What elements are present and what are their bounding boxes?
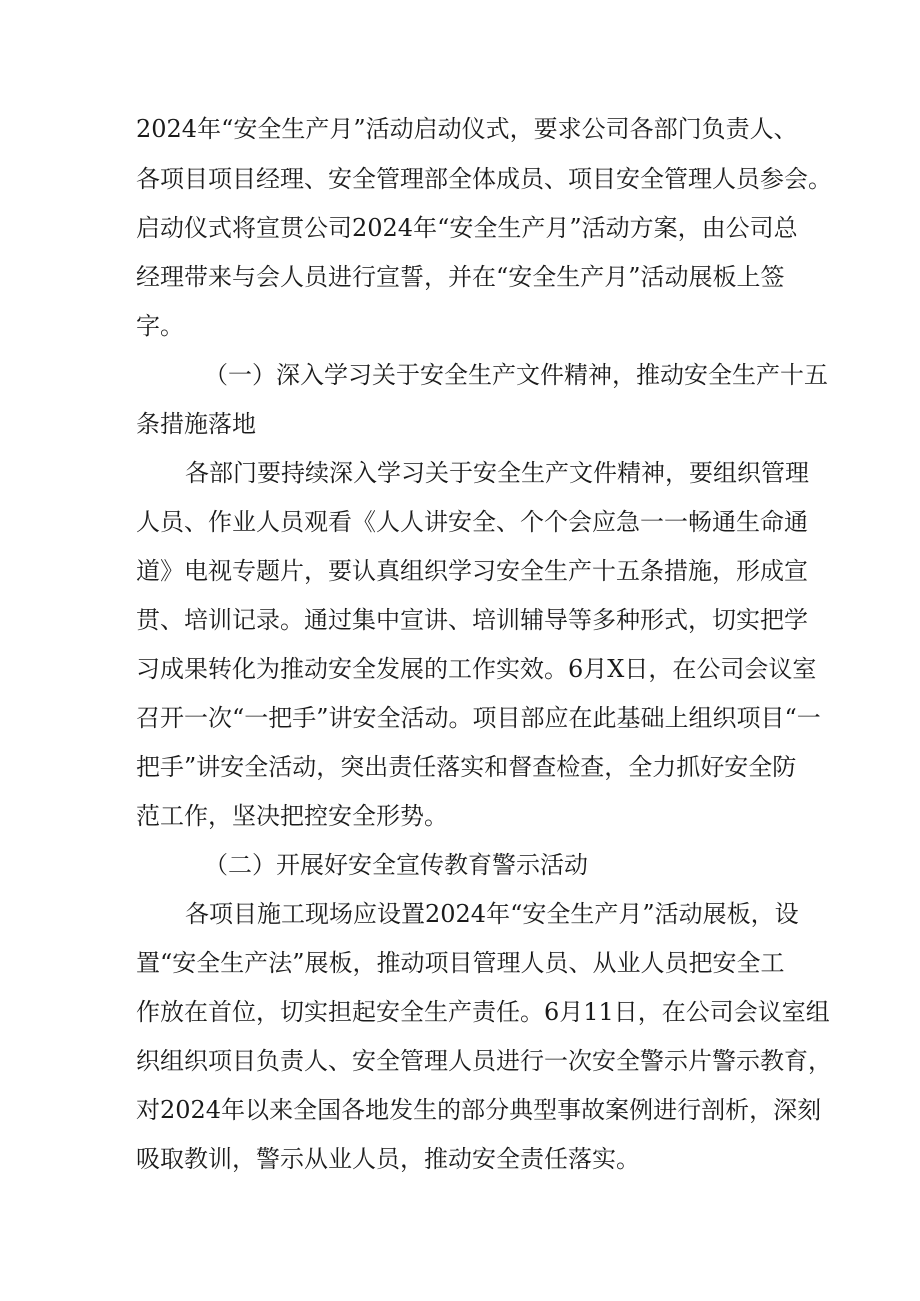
paragraph-1-line-2: 各项目项目经理、安全管理部全体成员、项目安全管理人员参会。 [136, 165, 832, 193]
paragraph-3-line-2: 置“安全生产法”展板，推动项目管理人员、从业人员把安全工 [136, 949, 785, 977]
paragraph-2-line-6: 召开一次“一把手”讲安全活动。项目部应在此基础上组织项目“一 [136, 704, 821, 732]
paragraph-2-line-3: 道》电视专题片，要认真组织学习安全生产十五条措施，形成宣 [136, 557, 808, 585]
paragraph-2-line-1: 各部门要持续深入学习关于安全生产文件精神，要组织管理 [185, 459, 809, 487]
paragraph-2-line-8: 范工作，坚决把控安全形势。 [136, 802, 448, 830]
paragraph-1-line-5: 字。 [136, 312, 184, 340]
paragraph-3-line-3: 作放在首位，切实担起安全生产责任。6月11日，在公司会议室组 [136, 998, 830, 1026]
paragraph-2-line-2: 人员、作业人员观看《人人讲安全、个个会应急一一畅通生命通 [136, 508, 808, 536]
paragraph-3-line-5: 对2024年以来全国各地发生的部分典型事故案例进行剖析，深刻 [136, 1096, 822, 1124]
paragraph-2-line-7: 把手”讲安全活动，突出责任落实和督查检查，全力抓好安全防 [136, 753, 797, 781]
paragraph-1-line-4: 经理带来与会人员进行宣誓，并在“安全生产月”活动展板上签 [136, 263, 785, 291]
paragraph-1-line-1: 2024年“安全生产月”活动启动仪式，要求公司各部门负责人、 [136, 115, 798, 143]
paragraph-2-line-4: 贯、培训记录。通过集中宣讲、培训辅导等多种形式，切实把学 [136, 606, 808, 634]
section-heading-1-line-2: 条措施落地 [136, 410, 256, 438]
paragraph-2-line-5: 习成果转化为推动安全发展的工作实效。6月X日，在公司会议室 [136, 655, 817, 683]
paragraph-3-line-1: 各项目施工现场应设置2024年“安全生产月”活动展板，设 [185, 900, 799, 928]
paragraph-1-line-3: 启动仪式将宣贯公司2024年“安全生产月”活动方案，由公司总 [136, 214, 798, 242]
section-heading-2: （二）开展好安全宣传教育警示活动 [204, 851, 588, 879]
paragraph-3-line-6: 吸取教训，警示从业人员，推动安全责任落实。 [136, 1145, 640, 1173]
section-heading-1-line-1: （一）深入学习关于安全生产文件精神，推动安全生产十五 [204, 361, 828, 389]
paragraph-3-line-4: 织组织项目负责人、安全管理人员进行一次安全警示片警示教育， [136, 1047, 832, 1075]
